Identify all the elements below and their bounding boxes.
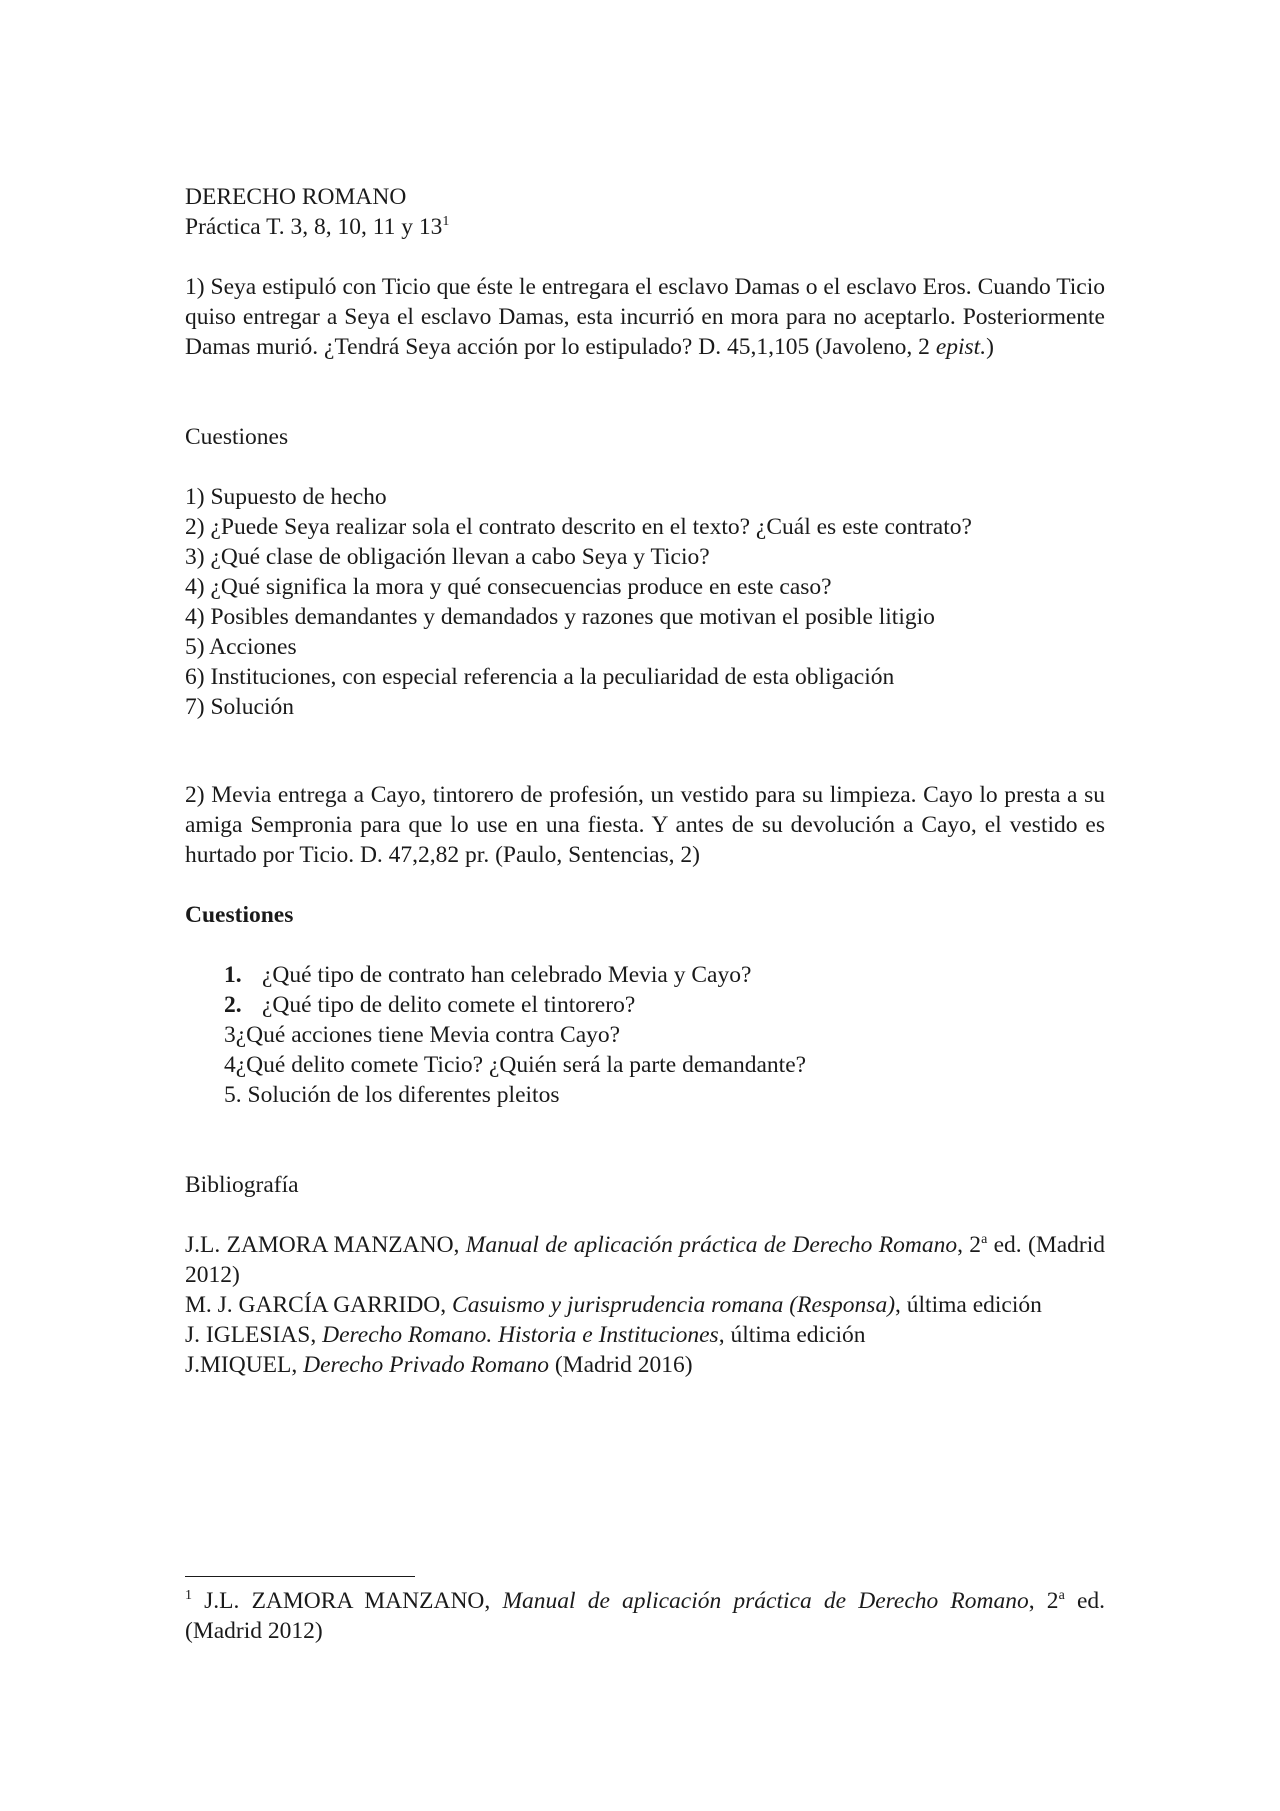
case1-question: 4) Posibles demandantes y demandados y razones que motivan el posible litigio bbox=[185, 604, 935, 630]
case1-text-end: ) bbox=[986, 334, 994, 360]
case2-paragraph: 2) Mevia entrega a Cayo, tintorero de profesión, un vestido para su limpieza. Cayo lo presta a su amiga Sempronia para que lo use en una fiesta. Y antes de su devolución a Cayo, el vestido es hurtado por Ticio. D. 47,2,82 pr. (Paulo, Sentencias, 2) bbox=[185, 782, 1105, 868]
case2-question: 4¿Qué delito comete Ticio? ¿Quién será la parte demandante? bbox=[224, 1052, 807, 1078]
bib-rest: , 2 bbox=[957, 1232, 982, 1258]
case2-question-number: 1. bbox=[224, 962, 242, 988]
bib-title: Manual de aplicación práctica de Derecho Romano bbox=[465, 1232, 958, 1258]
bib-author: M. J. GARCÍA GARRIDO, bbox=[185, 1292, 453, 1318]
case2-question-text: ¿Qué tipo de delito comete el tintorero? bbox=[262, 992, 636, 1018]
bib-rest: (Madrid 2016) bbox=[548, 1352, 693, 1378]
case1-paragraph bbox=[185, 272, 1105, 362]
footnote-mark: 1 bbox=[185, 1588, 192, 1604]
footnote-end: ed. (Madrid 2012) bbox=[185, 1588, 1106, 1644]
bib-author: J.L. ZAMORA MANZANO, bbox=[185, 1232, 466, 1258]
case1-heading: Cuestiones bbox=[185, 424, 289, 450]
bib-title: Casuismo y jurisprudencia romana (Responsa) bbox=[452, 1292, 896, 1318]
case1-questions-list bbox=[185, 482, 1105, 722]
case2-question-number: 2. bbox=[224, 992, 242, 1018]
case2-question bbox=[224, 990, 1104, 1020]
document-title bbox=[185, 182, 1105, 242]
bib-author: J. IGLESIAS, bbox=[185, 1322, 323, 1348]
bib-rest: , última edición bbox=[895, 1292, 1042, 1318]
case2-question-text: ¿Qué tipo de contrato han celebrado Mevia y Cayo? bbox=[262, 962, 752, 988]
case1-text: 1) Seya estipuló con Ticio que éste le entregara el esclavo Damas o el esclavo Eros. Cuando Ticio quiso entregar a Seya el esclavo Damas, esta incurrió en mora para no aceptarlo. Posteriormente Damas murió. ¿Tendrá Seya acción por lo estipulado? D. 45,1,105 (Javoleno, 2 bbox=[185, 274, 1105, 360]
title-line: DERECHO ROMANO bbox=[185, 184, 407, 210]
case2-question: 5. Solución de los diferentes pleitos bbox=[224, 1082, 560, 1108]
bib-rest: , última edición bbox=[718, 1322, 866, 1348]
bib-title: Derecho Privado Romano bbox=[303, 1352, 549, 1378]
footnote-sup: a bbox=[1058, 1588, 1065, 1604]
bibliography-heading: Bibliografía bbox=[185, 1172, 299, 1198]
footnote-rest: , 2 bbox=[1028, 1588, 1059, 1614]
case1-question: 5) Acciones bbox=[185, 634, 297, 660]
bibliography-entry bbox=[185, 1230, 1105, 1290]
bib-author: J.MIQUEL, bbox=[185, 1352, 304, 1378]
bib-rest-end: ed. (Madrid 2012) bbox=[185, 1232, 1106, 1288]
case1-question: 3) ¿Qué clase de obligación llevan a cabo Seya y Ticio? bbox=[185, 544, 710, 570]
case1-question: 1) Supuesto de hecho bbox=[185, 484, 387, 510]
footnote bbox=[185, 1586, 1105, 1646]
footnote-separator bbox=[185, 1576, 415, 1577]
bibliography-entry bbox=[185, 1320, 1105, 1350]
case2-heading: Cuestiones bbox=[185, 902, 294, 928]
case1-question: 4) ¿Qué significa la mora y qué consecuencias produce en este caso? bbox=[185, 574, 832, 600]
footnote-author: J.L. ZAMORA MANZANO, bbox=[192, 1588, 503, 1614]
case2-question: 3¿Qué acciones tiene Mevia contra Cayo? bbox=[224, 1022, 621, 1048]
bib-title: Derecho Romano. Historia e Instituciones bbox=[322, 1322, 719, 1348]
footnote-ref: 1 bbox=[442, 214, 450, 230]
case1-question: 7) Solución bbox=[185, 694, 295, 720]
subtitle-line bbox=[185, 212, 1105, 242]
bibliography-list bbox=[185, 1230, 1105, 1380]
bibliography-entry bbox=[185, 1350, 1105, 1380]
case1-question: 2) ¿Puede Seya realizar sola el contrato descrito en el texto? ¿Cuál es este contrato? bbox=[185, 514, 972, 540]
case2-question bbox=[224, 960, 1104, 990]
bib-sup: a bbox=[981, 1232, 988, 1248]
case1-italic: epist. bbox=[935, 334, 987, 360]
case2-questions-list bbox=[224, 960, 1104, 1110]
case1-question: 6) Instituciones, con especial referencia a la peculiaridad de esta obligación bbox=[185, 664, 895, 690]
subtitle-text: Práctica T. 3, 8, 10, 11 y 13 bbox=[185, 214, 443, 240]
footnote-title: Manual de aplicación práctica de Derecho Romano bbox=[502, 1588, 1029, 1614]
bibliography-entry bbox=[185, 1290, 1105, 1320]
